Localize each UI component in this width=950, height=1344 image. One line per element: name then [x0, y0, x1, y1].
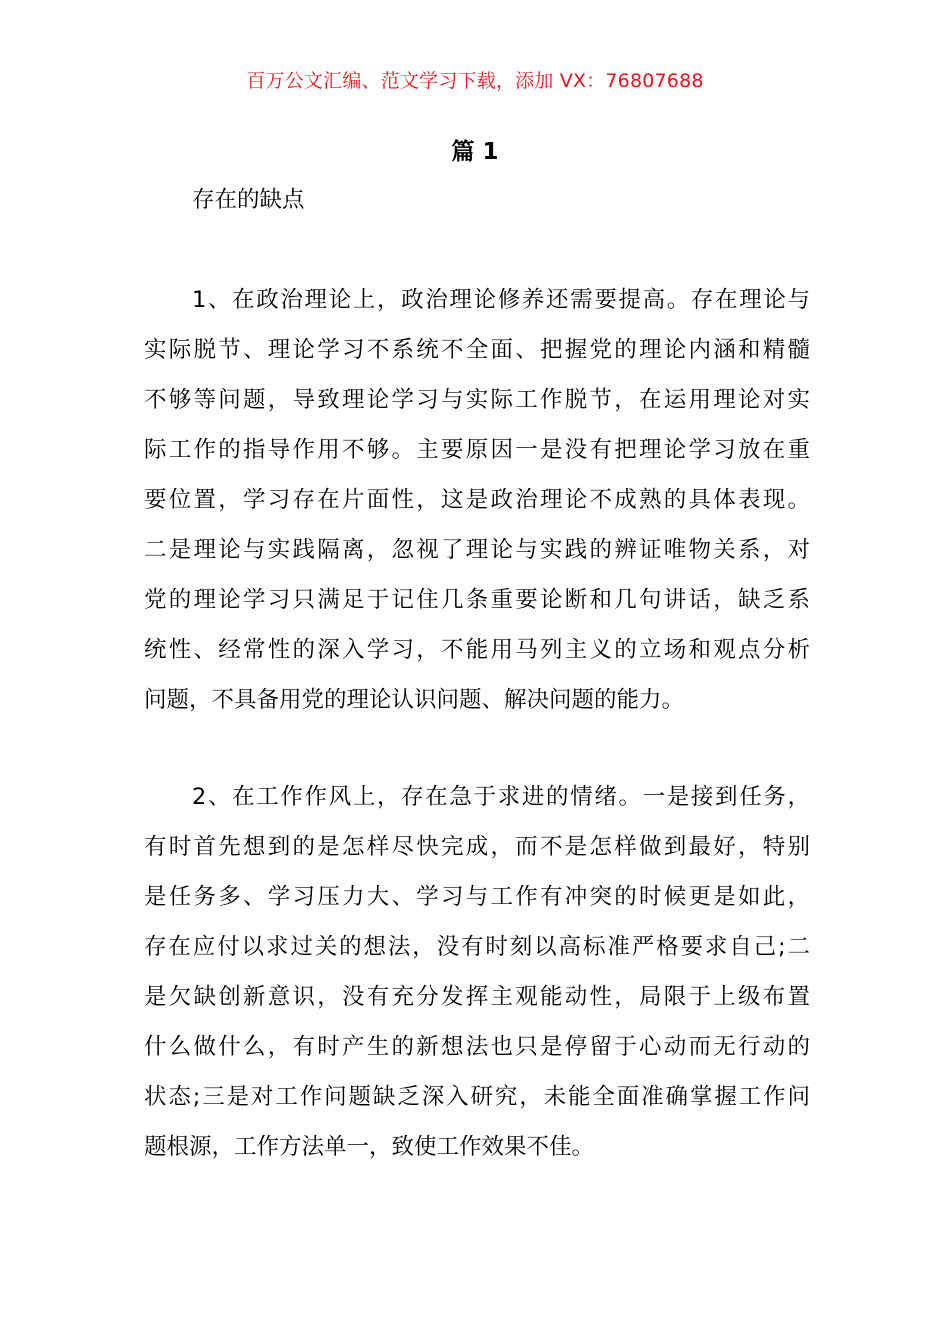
header-watermark: 百万公文汇编、范文学习下载，添加 VX：76807688: [246, 70, 704, 92]
paragraph-line: 什么做什么，有时产生的新想法也只是停留于心动而无行动的: [144, 1034, 810, 1060]
paragraph-line: 二是理论与实践隔离，忽视了理论与实践的辨证唯物关系，对: [144, 537, 810, 563]
paragraph-line: 际工作的指导作用不够。主要原因一是没有把理论学习放在重: [144, 437, 810, 463]
paragraph-line: 题根源，工作方法单一，致使工作效果不佳。: [144, 1134, 595, 1160]
section-heading: 存在的缺点: [192, 187, 305, 213]
chapter-title: 篇 1: [451, 139, 499, 165]
paragraph-line: 不够等问题，导致理论学习与实际工作脱节，在运用理论对实: [144, 387, 810, 413]
paragraph-line: 状态;三是对工作问题缺乏深入研究，未能全面准确掌握工作问: [144, 1084, 810, 1110]
paragraph-line: 2、在工作作风上，存在急于求进的情绪。一是接到任务，: [192, 784, 810, 810]
paragraph-line: 党的理论学习只满足于记住几条重要论断和几句讲话，缺乏系: [144, 587, 810, 613]
paragraph-line: 统性、经常性的深入学习，不能用马列主义的立场和观点分析: [144, 637, 810, 663]
paragraph-line: 是欠缺创新意识，没有充分发挥主观能动性，局限于上级布置: [144, 984, 810, 1010]
paragraph-line: 存在应付以求过关的想法，没有时刻以高标准严格要求自己;二: [144, 934, 810, 960]
paragraph-line: 实际脱节、理论学习不系统不全面、把握党的理论内涵和精髓: [144, 337, 810, 363]
paragraph-line: 1、在政治理论上，政治理论修养还需要提高。存在理论与: [192, 287, 810, 313]
paragraph-line: 要位置，学习存在片面性，这是政治理论不成熟的具体表现。: [144, 487, 810, 513]
paragraph-1: [144, 275, 810, 725]
paragraph-line: 问题，不具备用党的理论认识问题、解决问题的能力。: [144, 687, 685, 713]
paragraph-2: [144, 772, 810, 1172]
paragraph-line: 是任务多、学习压力大、学习与工作有冲突的时候更是如此，: [144, 884, 810, 910]
paragraph-line: 有时首先想到的是怎样尽快完成，而不是怎样做到最好，特别: [144, 834, 810, 860]
